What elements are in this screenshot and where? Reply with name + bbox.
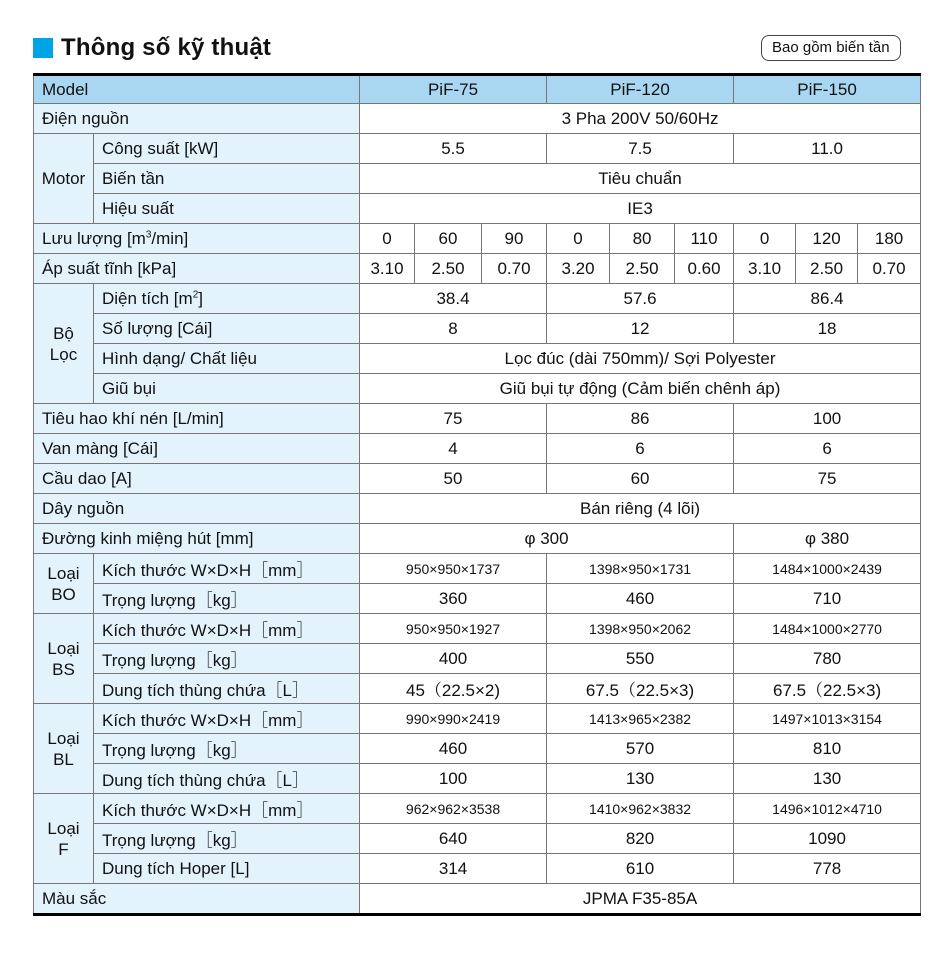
cell-value: 2.50 <box>796 254 858 284</box>
cell-value: 990×990×2419 <box>360 704 547 734</box>
cell-value: 80 <box>610 224 675 254</box>
cell-value: Giũ bụi tự động (Cảm biến chênh áp) <box>360 374 921 404</box>
table-header-row <box>34 75 921 104</box>
cell-value: 3.10 <box>360 254 415 284</box>
spec-table <box>33 73 921 916</box>
table-row <box>34 824 921 854</box>
label-text: ] <box>198 288 203 308</box>
cell-value: 1497×1013×3154 <box>734 704 921 734</box>
cell-value: 86.4 <box>734 284 921 314</box>
cell-value: 3.20 <box>547 254 610 284</box>
cell-value: 6 <box>734 434 921 464</box>
row-label: Kích thước W×D×H［mm］ <box>94 704 360 734</box>
cell-value: 5.5 <box>360 134 547 164</box>
cell-value: 640 <box>360 824 547 854</box>
table-row <box>34 524 921 554</box>
row-label: Trọng lượng［kg］ <box>94 734 360 764</box>
cell-value: 0.70 <box>858 254 921 284</box>
row-label: Cầu dao [A] <box>34 464 360 494</box>
group-line: Loại <box>47 563 80 583</box>
cell-value: 3.10 <box>734 254 796 284</box>
group-line: Loại <box>47 728 80 748</box>
table-row <box>34 344 921 374</box>
group-line: Bộ <box>53 323 74 343</box>
group-line: F <box>58 839 69 859</box>
cell-value: 460 <box>360 734 547 764</box>
inverter-included-badge: Bao gồm biến tần <box>761 35 901 61</box>
row-label: Kích thước W×D×H［mm］ <box>94 554 360 584</box>
cell-value: 7.5 <box>547 134 734 164</box>
cell-value: 400 <box>360 644 547 674</box>
table-row <box>34 854 921 884</box>
model-pif-75: PiF-75 <box>360 75 547 104</box>
table-row <box>34 404 921 434</box>
table-row <box>34 554 921 584</box>
cell-value: 962×962×3538 <box>360 794 547 824</box>
cell-value: 0 <box>734 224 796 254</box>
cell-value: 1410×962×3832 <box>547 794 734 824</box>
cell-value: 38.4 <box>360 284 547 314</box>
row-label: Màu sắc <box>34 884 360 915</box>
row-label <box>94 284 360 314</box>
row-label: Hiệu suất <box>94 194 360 224</box>
table-row <box>34 464 921 494</box>
cell-value: 610 <box>547 854 734 884</box>
cell-value: Lọc đúc (dài 750mm)/ Sợi Polyester <box>360 344 921 374</box>
group-line: Loại <box>47 638 80 658</box>
row-label: Giũ bụi <box>94 374 360 404</box>
cell-value: 950×950×1737 <box>360 554 547 584</box>
cell-value: 710 <box>734 584 921 614</box>
group-label-motor: Motor <box>34 134 94 224</box>
cell-value: 0 <box>547 224 610 254</box>
row-label: Dung tích Hoper [L] <box>94 854 360 884</box>
cell-value: 4 <box>360 434 547 464</box>
cell-value: 120 <box>796 224 858 254</box>
group-line: Loại <box>47 818 80 838</box>
cell-value: 60 <box>547 464 734 494</box>
row-label: Số lượng [Cái] <box>94 314 360 344</box>
cell-value: 45（22.5×2) <box>360 674 547 704</box>
cell-value: 6 <box>547 434 734 464</box>
table-row <box>34 674 921 704</box>
cell-value: 3 Pha 200V 50/60Hz <box>360 104 921 134</box>
table-row <box>34 794 921 824</box>
cell-value: 11.0 <box>734 134 921 164</box>
cell-value: 1484×1000×2770 <box>734 614 921 644</box>
table-row <box>34 704 921 734</box>
row-label: Dây nguồn <box>34 494 360 524</box>
table-row <box>34 314 921 344</box>
cell-value: 550 <box>547 644 734 674</box>
superscript: 3 <box>145 228 152 240</box>
cell-value: 0.70 <box>482 254 547 284</box>
cell-value: 2.50 <box>415 254 482 284</box>
cell-value: 1484×1000×2439 <box>734 554 921 584</box>
row-label: Tiêu hao khí nén [L/min] <box>34 404 360 434</box>
table-row <box>34 284 921 314</box>
cell-value: 810 <box>734 734 921 764</box>
cell-value: IE3 <box>360 194 921 224</box>
table-row <box>34 434 921 464</box>
row-label: Biến tần <box>94 164 360 194</box>
cell-value: 67.5（22.5×3) <box>547 674 734 704</box>
cell-value: 314 <box>360 854 547 884</box>
cell-value: φ 380 <box>734 524 921 554</box>
cell-value: 50 <box>360 464 547 494</box>
row-label: Trọng lượng［kg］ <box>94 644 360 674</box>
cell-value: 12 <box>547 314 734 344</box>
group-line: Lọc <box>49 344 78 364</box>
cell-value: 75 <box>360 404 547 434</box>
label-text: Lưu lượng [m <box>42 228 146 248</box>
label-text: Diện tích [m <box>102 288 193 308</box>
group-label-type-bl <box>34 704 94 794</box>
section-title <box>33 33 271 63</box>
group-line: BS <box>52 659 75 679</box>
page-title: Thông số kỹ thuật <box>61 34 272 61</box>
row-label: Hình dạng/ Chất liệu <box>94 344 360 374</box>
cell-value: Bán riêng (4 lõi) <box>360 494 921 524</box>
cell-value: 0 <box>360 224 415 254</box>
cell-value: JPMA F35-85A <box>360 884 921 915</box>
cell-value: 950×950×1927 <box>360 614 547 644</box>
cell-value: 0.60 <box>675 254 734 284</box>
cell-value: 67.5（22.5×3) <box>734 674 921 704</box>
row-label: Dung tích thùng chứa［L］ <box>94 764 360 794</box>
cell-value: 180 <box>858 224 921 254</box>
table-row <box>34 104 921 134</box>
group-label-type-bo <box>34 554 94 614</box>
model-pif-150: PiF-150 <box>734 75 921 104</box>
cell-value: 130 <box>547 764 734 794</box>
row-label: Công suất [kW] <box>94 134 360 164</box>
group-label-type-f <box>34 794 94 884</box>
table-row <box>34 134 921 164</box>
row-label: Kích thước W×D×H［mm］ <box>94 614 360 644</box>
group-label-filter <box>34 284 94 404</box>
table-row <box>34 194 921 224</box>
group-line: BO <box>51 584 76 604</box>
cell-value: 90 <box>482 224 547 254</box>
cell-value: 8 <box>360 314 547 344</box>
table-row <box>34 164 921 194</box>
cell-value: 86 <box>547 404 734 434</box>
model-label: Model <box>34 75 360 104</box>
cell-value: 820 <box>547 824 734 854</box>
group-line: BL <box>53 749 74 769</box>
row-label: Van màng [Cái] <box>34 434 360 464</box>
cell-value: 75 <box>734 464 921 494</box>
table-row <box>34 494 921 524</box>
row-label: Kích thước W×D×H［mm］ <box>94 794 360 824</box>
row-label <box>34 224 360 254</box>
cell-value: 100 <box>734 404 921 434</box>
cell-value: 1413×965×2382 <box>547 704 734 734</box>
cell-value: 360 <box>360 584 547 614</box>
cell-value: 1398×950×2062 <box>547 614 734 644</box>
cell-value: 460 <box>547 584 734 614</box>
cell-value: 2.50 <box>610 254 675 284</box>
cell-value: 778 <box>734 854 921 884</box>
cell-value: 100 <box>360 764 547 794</box>
row-label: Trọng lượng［kg］ <box>94 584 360 614</box>
table-row <box>34 584 921 614</box>
cell-value: φ 300 <box>360 524 734 554</box>
cell-value: 130 <box>734 764 921 794</box>
group-label-type-bs <box>34 614 94 704</box>
model-pif-120: PiF-120 <box>547 75 734 104</box>
cell-value: 110 <box>675 224 734 254</box>
cell-value: 18 <box>734 314 921 344</box>
cell-value: 1398×950×1731 <box>547 554 734 584</box>
table-row <box>34 614 921 644</box>
cell-value: 780 <box>734 644 921 674</box>
row-label: Áp suất tĩnh [kPa] <box>34 254 360 284</box>
cell-value: 57.6 <box>547 284 734 314</box>
cell-value: 1090 <box>734 824 921 854</box>
table-row <box>34 224 921 254</box>
cell-value: Tiêu chuẩn <box>360 164 921 194</box>
table-row <box>34 764 921 794</box>
table-row <box>34 734 921 764</box>
cell-value: 60 <box>415 224 482 254</box>
table-row <box>34 644 921 674</box>
label-text: /min] <box>151 228 189 248</box>
cell-value: 1496×1012×4710 <box>734 794 921 824</box>
superscript: 2 <box>192 288 199 300</box>
row-label: Trọng lượng［kg］ <box>94 824 360 854</box>
blue-square-icon <box>33 38 53 58</box>
table-row <box>34 884 921 915</box>
cell-value: 570 <box>547 734 734 764</box>
row-label: Dung tích thùng chứa［L］ <box>94 674 360 704</box>
table-row <box>34 254 921 284</box>
table-row <box>34 374 921 404</box>
row-label: Điện nguồn <box>34 104 360 134</box>
row-label: Đường kinh miệng hút [mm] <box>34 524 360 554</box>
